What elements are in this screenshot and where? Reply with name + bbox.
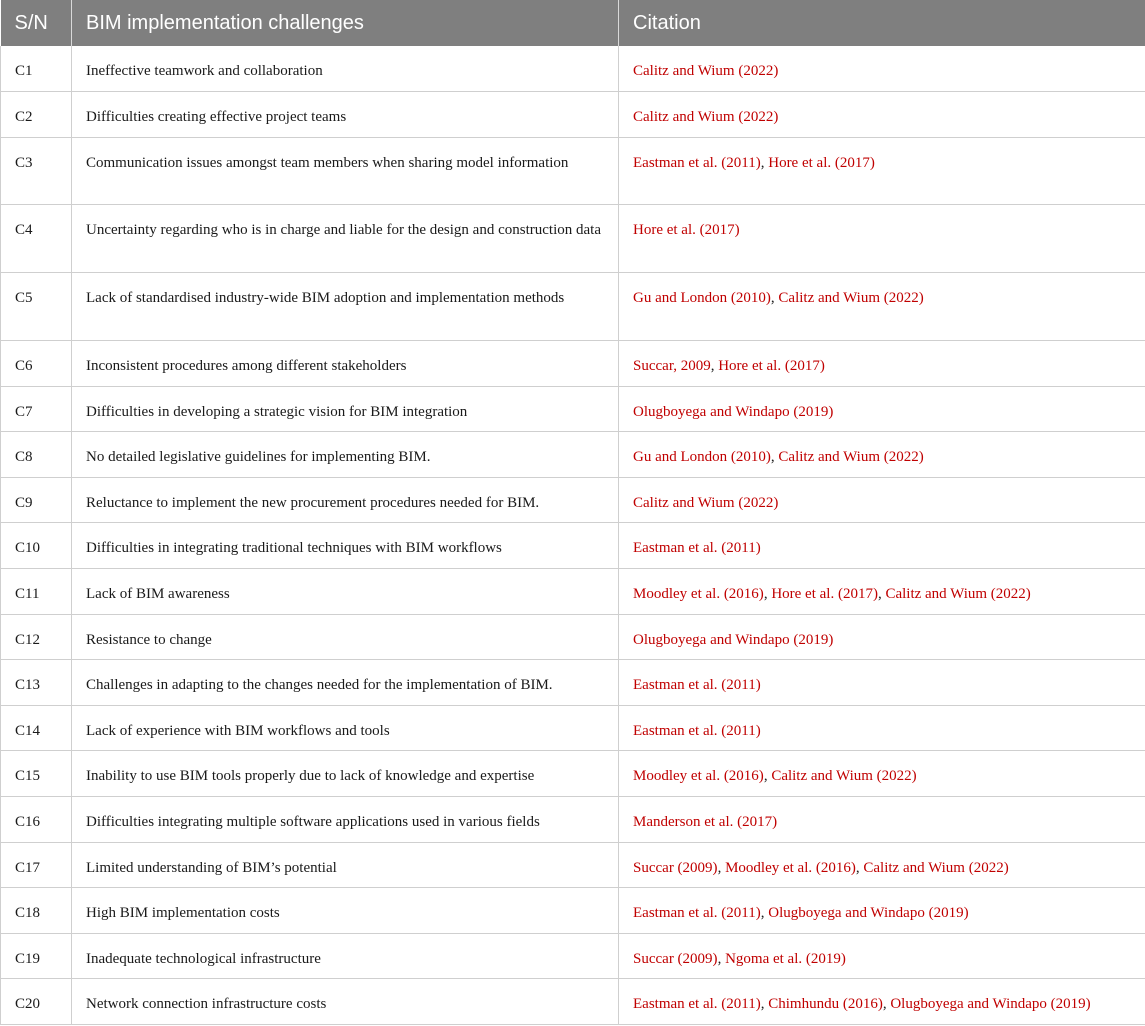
citation-separator: , <box>710 358 719 375</box>
row-citations <box>619 92 1145 138</box>
row-citations <box>619 523 1145 569</box>
row-sn: C8 <box>1 432 72 478</box>
table-row <box>1 92 1145 138</box>
citation-link[interactable]: Moodley et al. (2016) <box>633 586 764 603</box>
table-header <box>1 0 1145 46</box>
citation-link[interactable]: Calitz and Wium (2022) <box>885 586 1031 603</box>
citation-link[interactable]: Eastman et al. (2011) <box>633 722 761 739</box>
row-challenge: Reluctance to implement the new procurement procedures needed for BIM. <box>72 477 619 523</box>
citation-link[interactable]: Hore et al. (2017) <box>768 154 875 171</box>
row-sn: C14 <box>1 705 72 751</box>
row-challenge: Uncertainty regarding who is in charge and liable for the design and construction data <box>72 205 619 273</box>
citation-link[interactable]: Gu and London (2010) <box>633 290 771 307</box>
row-challenge: Communication issues amongst team members when sharing model information <box>72 137 619 205</box>
citation-link[interactable]: Eastman et al. (2011) <box>633 677 761 694</box>
citation-link[interactable]: Olugboyega and Windapo (2019) <box>633 631 834 648</box>
citation-link[interactable]: Calitz and Wium (2022) <box>778 449 924 466</box>
table-row <box>1 137 1145 205</box>
row-citations <box>619 614 1145 660</box>
row-citations <box>619 933 1145 979</box>
citation-link[interactable]: Moodley et al. (2016) <box>725 859 856 876</box>
row-citations <box>619 751 1145 797</box>
header-sn: S/N <box>1 0 72 46</box>
row-sn: C1 <box>1 46 72 92</box>
citation-separator: , <box>763 768 772 785</box>
citation-link[interactable]: Olugboyega and Windapo (2019) <box>633 403 834 420</box>
header-challenges: BIM implementation challenges <box>72 0 619 46</box>
citation-link[interactable]: Olugboyega and Windapo (2019) <box>890 996 1091 1013</box>
row-citations <box>619 432 1145 478</box>
row-sn: C7 <box>1 386 72 432</box>
row-sn: C18 <box>1 888 72 934</box>
row-sn: C13 <box>1 660 72 706</box>
row-sn: C6 <box>1 341 72 387</box>
citation-link[interactable]: Calitz and Wium (2022) <box>771 768 917 785</box>
table-row <box>1 569 1145 615</box>
header-row <box>1 0 1145 46</box>
citation-link[interactable]: Eastman et al. (2011) <box>633 996 761 1013</box>
row-sn: C2 <box>1 92 72 138</box>
row-citations <box>619 797 1145 843</box>
table-row <box>1 842 1145 888</box>
row-citations <box>619 888 1145 934</box>
table-row <box>1 705 1145 751</box>
citation-separator: , <box>760 154 769 171</box>
citation-link[interactable]: Calitz and Wium (2022) <box>633 109 779 126</box>
citation-link[interactable]: Eastman et al. (2011) <box>633 540 761 557</box>
row-challenge: Network connection infrastructure costs <box>72 979 619 1025</box>
row-sn: C10 <box>1 523 72 569</box>
citation-link[interactable]: Succar (2009) <box>633 859 718 876</box>
row-citations <box>619 569 1145 615</box>
row-sn: C9 <box>1 477 72 523</box>
row-sn: C11 <box>1 569 72 615</box>
citation-separator: , <box>877 586 886 603</box>
row-challenge: No detailed legislative guidelines for implementing BIM. <box>72 432 619 478</box>
citation-link[interactable]: Calitz and Wium (2022) <box>778 290 924 307</box>
row-sn: C5 <box>1 273 72 341</box>
row-citations <box>619 386 1145 432</box>
row-challenge: Lack of BIM awareness <box>72 569 619 615</box>
citation-link[interactable]: Succar, 2009 <box>633 358 711 375</box>
row-challenge: Difficulties creating effective project teams <box>72 92 619 138</box>
table-body <box>1 46 1145 1024</box>
citation-link[interactable]: Hore et al. (2017) <box>633 222 740 239</box>
row-challenge: Difficulties integrating multiple software applications used in various fields <box>72 797 619 843</box>
row-challenge: Inadequate technological infrastructure <box>72 933 619 979</box>
table-row <box>1 933 1145 979</box>
row-sn: C16 <box>1 797 72 843</box>
citation-link[interactable]: Succar (2009) <box>633 950 718 967</box>
row-citations <box>619 273 1145 341</box>
table-row <box>1 386 1145 432</box>
citation-link[interactable]: Manderson et al. (2017) <box>633 814 778 831</box>
row-citations <box>619 660 1145 706</box>
row-challenge: Inability to use BIM tools properly due to lack of knowledge and expertise <box>72 751 619 797</box>
row-challenge: Limited understanding of BIM’s potential <box>72 842 619 888</box>
citation-separator: , <box>882 996 891 1013</box>
citation-link[interactable]: Olugboyega and Windapo (2019) <box>768 905 969 922</box>
citation-link[interactable]: Moodley et al. (2016) <box>633 768 764 785</box>
row-citations <box>619 477 1145 523</box>
citation-separator: , <box>763 586 772 603</box>
citation-separator: , <box>855 859 864 876</box>
table-row <box>1 341 1145 387</box>
row-challenge: Difficulties in developing a strategic vision for BIM integration <box>72 386 619 432</box>
citation-link[interactable]: Ngoma et al. (2019) <box>725 950 846 967</box>
table-row <box>1 432 1145 478</box>
citation-separator: , <box>717 950 726 967</box>
row-challenge: Resistance to change <box>72 614 619 660</box>
table-row <box>1 797 1145 843</box>
row-challenge: Lack of standardised industry-wide BIM adoption and implementation methods <box>72 273 619 341</box>
citation-link[interactable]: Eastman et al. (2011) <box>633 905 761 922</box>
table-row <box>1 751 1145 797</box>
row-citations <box>619 341 1145 387</box>
citation-link[interactable]: Hore et al. (2017) <box>771 586 878 603</box>
row-sn: C17 <box>1 842 72 888</box>
row-citations <box>619 705 1145 751</box>
row-challenge: Challenges in adapting to the changes needed for the implementation of BIM. <box>72 660 619 706</box>
row-sn: C4 <box>1 205 72 273</box>
citation-link[interactable]: Hore et al. (2017) <box>718 358 825 375</box>
row-citations <box>619 979 1145 1025</box>
row-challenge: Difficulties in integrating traditional techniques with BIM workflows <box>72 523 619 569</box>
table-row <box>1 523 1145 569</box>
row-sn: C3 <box>1 137 72 205</box>
citation-separator: , <box>717 859 726 876</box>
citation-link[interactable]: Calitz and Wium (2022) <box>633 494 779 511</box>
row-challenge: Inconsistent procedures among different stakeholders <box>72 341 619 387</box>
row-sn: C19 <box>1 933 72 979</box>
row-challenge: Lack of experience with BIM workflows and tools <box>72 705 619 751</box>
row-citations <box>619 205 1145 273</box>
table-row <box>1 888 1145 934</box>
citation-separator: , <box>770 449 779 466</box>
table-row <box>1 979 1145 1025</box>
table-row <box>1 477 1145 523</box>
table-row <box>1 273 1145 341</box>
table-row <box>1 46 1145 92</box>
citation-separator: , <box>760 996 769 1013</box>
citation-link[interactable]: Calitz and Wium (2022) <box>633 63 779 79</box>
table-row <box>1 614 1145 660</box>
citation-link[interactable]: Gu and London (2010) <box>633 449 771 466</box>
citation-link[interactable]: Chimhundu (2016) <box>768 996 883 1013</box>
citation-link[interactable]: Eastman et al. (2011) <box>633 154 761 171</box>
citation-separator: , <box>760 905 769 922</box>
row-citations <box>619 842 1145 888</box>
row-citations <box>619 137 1145 205</box>
table-row <box>1 205 1145 273</box>
row-challenge: Ineffective teamwork and collaboration <box>72 46 619 92</box>
row-sn: C12 <box>1 614 72 660</box>
row-sn: C15 <box>1 751 72 797</box>
row-challenge: High BIM implementation costs <box>72 888 619 934</box>
citation-separator: , <box>770 290 779 307</box>
row-citations <box>619 46 1145 92</box>
citation-link[interactable]: Calitz and Wium (2022) <box>863 859 1009 876</box>
row-sn: C20 <box>1 979 72 1025</box>
table-row <box>1 660 1145 706</box>
header-citation: Citation <box>619 0 1145 46</box>
